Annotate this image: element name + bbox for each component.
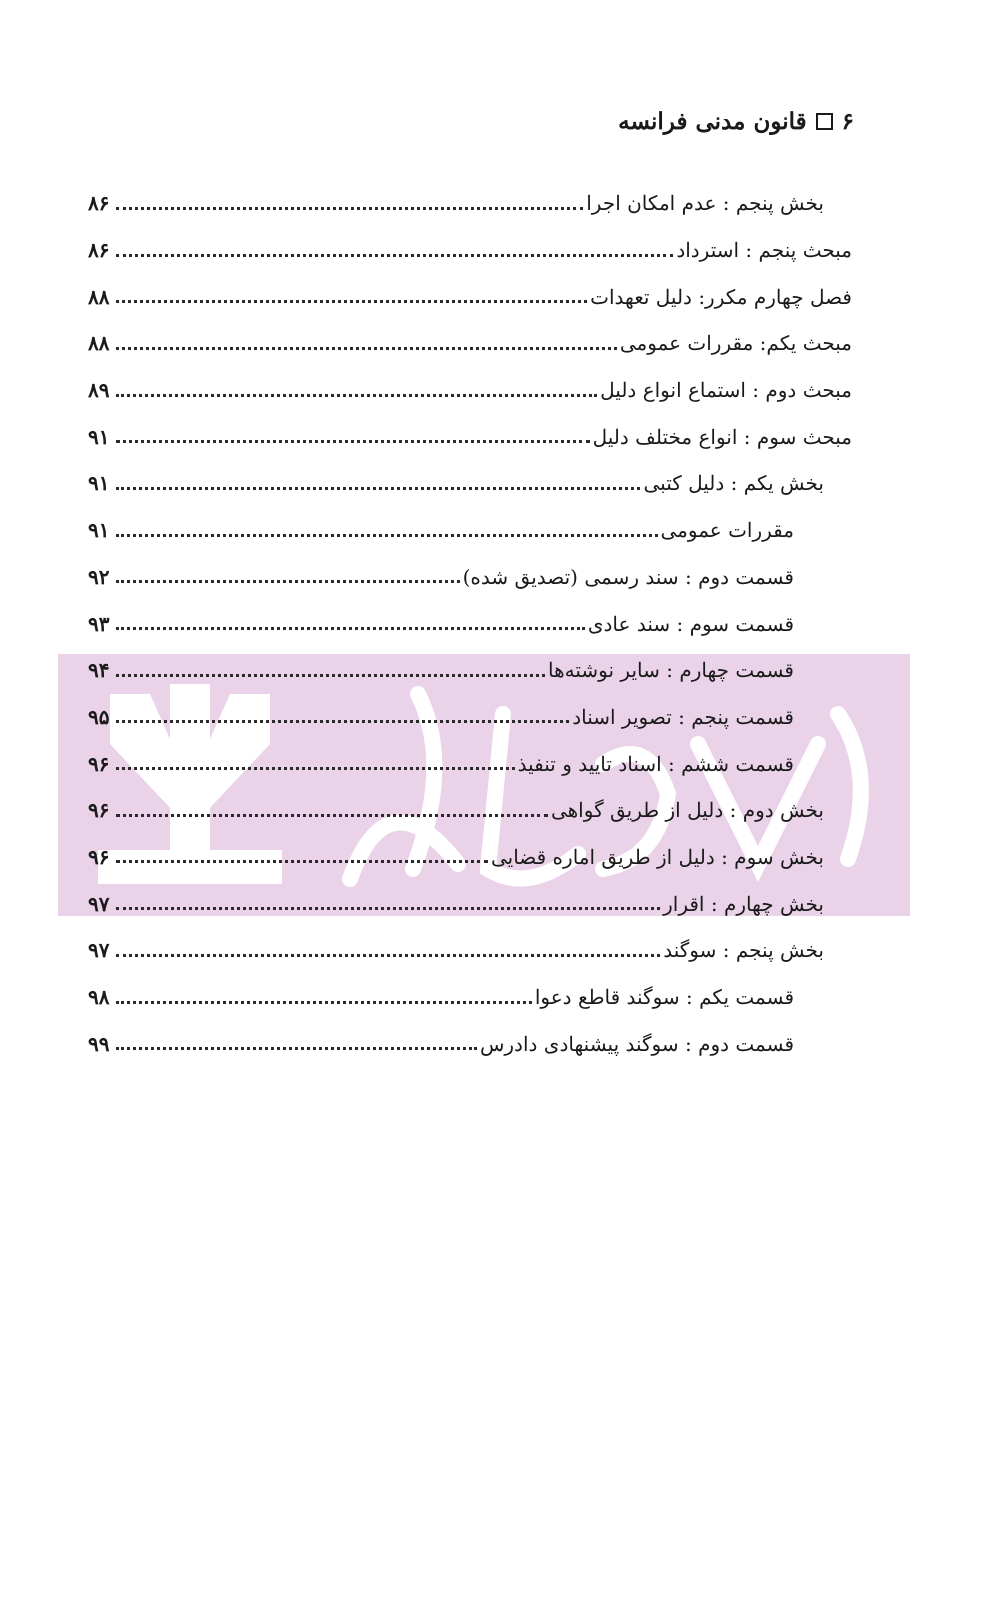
dot-leader	[116, 580, 460, 583]
toc-entry-title: بخش چهارم : اقرار	[663, 891, 824, 916]
dot-leader	[116, 300, 587, 303]
dot-leader	[116, 394, 597, 397]
toc-entry	[88, 180, 852, 227]
toc-entry-page: ۹۷	[88, 891, 110, 916]
dot-leader	[116, 1001, 532, 1004]
toc-entry-page: ۹۶	[88, 844, 110, 869]
toc-entry-page: ۸۸	[88, 331, 110, 356]
toc-entry-page: ۹۱	[88, 471, 110, 496]
toc-entry-title: مقررات عمومی	[660, 518, 794, 543]
toc-entry	[88, 367, 852, 414]
dot-leader	[116, 767, 515, 770]
table-of-contents	[88, 180, 852, 1067]
dot-leader	[116, 487, 640, 490]
toc-entry	[88, 787, 852, 834]
toc-entry-title: فصل چهارم مکرر: دلیل تعهدات	[590, 284, 852, 309]
toc-entry-page: ۹۶	[88, 798, 110, 823]
book-title: قانون مدنی فرانسه	[618, 108, 807, 135]
toc-entry-page: ۹۳	[88, 611, 110, 636]
square-ornament-icon	[816, 113, 833, 130]
running-head	[618, 108, 854, 135]
toc-entry-title: قسمت دوم : سوگند پیشنهادی دادرس	[479, 1031, 794, 1056]
toc-entry-page: ۹۵	[88, 704, 110, 729]
dot-leader	[116, 954, 660, 957]
toc-entry-page: ۹۸	[88, 985, 110, 1010]
toc-entry-page: ۹۴	[88, 658, 110, 683]
dot-leader	[116, 207, 583, 210]
dot-leader	[116, 720, 569, 723]
toc-entry	[88, 273, 852, 320]
toc-entry-page: ۹۹	[88, 1031, 110, 1056]
toc-entry-page: ۸۸	[88, 284, 110, 309]
toc-entry-title: مبحث دوم : استماع انواع دلیل	[600, 378, 852, 403]
toc-entry	[88, 460, 852, 507]
toc-entry	[88, 507, 852, 554]
dot-leader	[116, 440, 590, 443]
toc-entry	[88, 740, 852, 787]
toc-entry-title: قسمت پنجم : تصویر اسناد	[572, 704, 794, 729]
toc-entry-title: بخش پنجم : سوگند	[663, 938, 824, 963]
toc-entry-title: مبحث یکم: مقررات عمومی	[619, 331, 852, 356]
toc-entry-page: ۸۶	[88, 238, 110, 263]
toc-entry-title: قسمت سوم : سند عادی	[587, 611, 794, 636]
toc-entry-title: قسمت چهارم : سایر نوشته‌ها	[548, 658, 794, 683]
toc-entry	[88, 600, 852, 647]
dot-leader	[116, 627, 585, 630]
toc-entry-page: ۹۱	[88, 424, 110, 449]
toc-entry	[88, 1020, 852, 1067]
toc-entry	[88, 834, 852, 881]
dot-leader	[116, 534, 658, 537]
toc-entry	[88, 320, 852, 367]
toc-entry	[88, 880, 852, 927]
toc-entry-page: ۹۶	[88, 751, 110, 776]
toc-entry-title: بخش دوم : دلیل از طریق گواهی	[550, 798, 824, 823]
toc-entry-title: بخش یکم : دلیل کتبی	[643, 471, 824, 496]
dot-leader	[116, 347, 617, 350]
dot-leader	[116, 860, 488, 863]
toc-entry	[88, 413, 852, 460]
toc-entry-title: قسمت یکم : سوگند قاطع دعوا	[534, 985, 794, 1010]
dot-leader	[116, 1047, 477, 1050]
dot-leader	[116, 907, 660, 910]
toc-entry-title: مبحث سوم : انواع مختلف دلیل	[592, 424, 852, 449]
toc-entry	[88, 694, 852, 741]
toc-entry-title: بخش پنجم : عدم امکان اجرا	[586, 191, 824, 216]
toc-entry-title: قسمت دوم : سند رسمی (تصدیق شده)	[462, 564, 794, 589]
toc-entry-page: ۹۲	[88, 564, 110, 589]
toc-entry	[88, 974, 852, 1021]
dot-leader	[116, 674, 545, 677]
toc-entry	[88, 227, 852, 274]
toc-entry-page: ۹۱	[88, 518, 110, 543]
toc-entry	[88, 927, 852, 974]
dot-leader	[116, 254, 673, 257]
dot-leader	[116, 814, 548, 817]
page-number: ۶	[841, 108, 854, 135]
toc-entry-page: ۹۷	[88, 938, 110, 963]
toc-entry	[88, 647, 852, 694]
toc-entry-page: ۸۶	[88, 191, 110, 216]
toc-entry-page: ۸۹	[88, 378, 110, 403]
toc-entry-title: مبحث پنجم : استرداد	[676, 238, 852, 263]
toc-entry	[88, 554, 852, 601]
toc-entry-title: قسمت ششم : اسناد تایید و تنفیذ	[517, 751, 794, 776]
toc-entry-title: بخش سوم : دلیل از طریق اماره قضایی	[490, 844, 824, 869]
